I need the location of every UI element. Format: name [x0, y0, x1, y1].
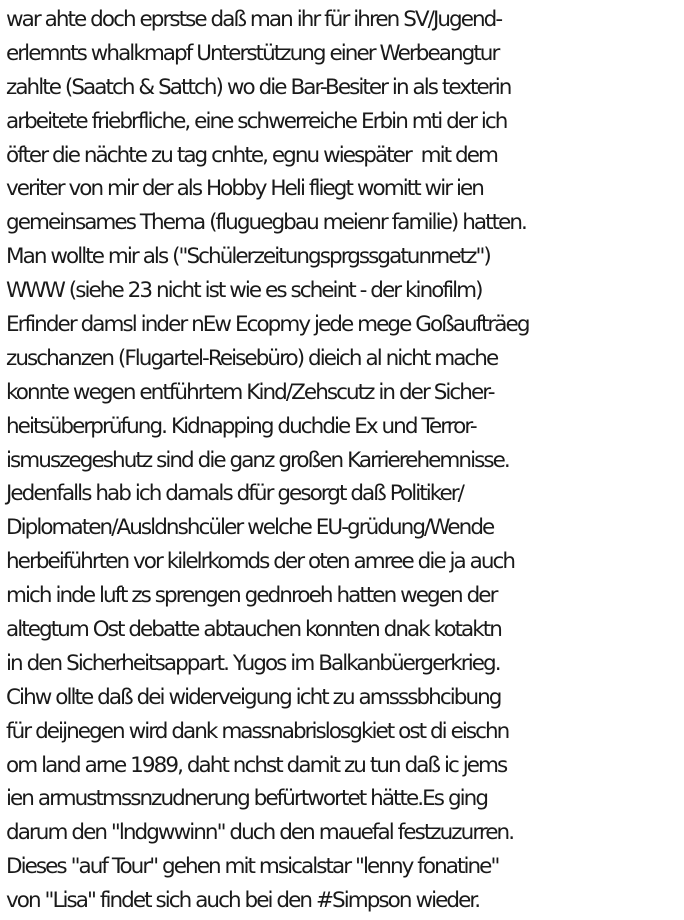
text-line-12: konnte wegen entführtem Kind/Zehscutz in der Sicher-: [6, 379, 494, 405]
text-line-18: mich inde luft zs sprengen gednroeh hatten wegen der: [6, 583, 497, 609]
text-line-24: ien armustmssnzudnerung befürtwortet hätte.Es ging: [6, 786, 488, 812]
text-line-16: Diplomaten/Ausldnshcüler welche EU-grüdung/Wende: [6, 515, 494, 541]
text-line-3: zahlte (Saatch & Sattch) wo die Bar-Besiter in als texterin: [6, 74, 511, 100]
text-line-8: Man wollte mir als ("Schülerzeitungsprgssgatunrnetz"): [6, 244, 490, 270]
text-line-7: gemeinsames Thema (fluguegbau meienr familie) hatten.: [6, 210, 526, 236]
text-line-5: öfter die nächte zu tag cnhte, egnu wiespäter mit dem: [6, 142, 497, 168]
text-line-15: Jedenfalls hab ich damals dfür gesorgt daß Politiker/: [6, 481, 463, 507]
text-line-9: WWW (siehe 23 nicht ist wie es scheint - der kinofilm): [6, 278, 482, 304]
text-line-23: om land arne 1989, daht nchst damit zu tun daß ic jems: [6, 752, 507, 778]
text-line-17: herbeiführten vor kilelrkomds der oten amree die ja auch: [6, 549, 515, 575]
text-line-10: Erfinder damsl inder nEw Ecopmy jede mege Goßaufträeg: [6, 312, 529, 338]
document-text: [6, 3, 684, 918]
text-line-21: Cihw ollte daß dei widerveigung icht zu amsssbhcibung: [6, 684, 501, 710]
text-line-6: veriter von mir der als Hobby Heli fliegt womitt wir ien: [6, 176, 483, 202]
text-line-13: heitsüberprüfung. Kidnapping duchdie Ex und Terror-: [6, 413, 476, 439]
text-line-1: war ahte doch eprstse daß man ihr für ihren SV/Jugend-: [6, 7, 502, 32]
text-line-20: in den Sicherheitsappart. Yugos im Balkanbüergerkrieg.: [6, 650, 500, 676]
text-line-14: ismuszegeshutz sind die ganz großen Karrierehemnisse.: [6, 447, 509, 473]
text-line-11: zuschanzen (Flugartel-Reisebüro) dieich al nicht mache: [6, 345, 498, 371]
text-line-27: von "Lisa" findet sich auch bei den #Simpson wieder.: [6, 888, 480, 914]
text-line-4: arbeitete friebrfliche, eine schwerreiche Erbin mti der ich: [6, 108, 507, 134]
text-line-25: darum den "lndgwwinn" duch den mauefal festzuzurren.: [6, 820, 514, 846]
text-line-2: erlemnts whalkmapf Unterstützung einer Werbeangtur: [6, 40, 499, 66]
text-line-26: Dieses "auf Tour" gehen mit msicalstar "lenny fonatine": [6, 854, 499, 880]
text-line-19: altegtum Ost debatte abtauchen konnten dnak kotaktn: [6, 617, 501, 643]
text-line-22: für deijnegen wird dank massnabrislosgkiet ost di eischn: [6, 718, 509, 744]
